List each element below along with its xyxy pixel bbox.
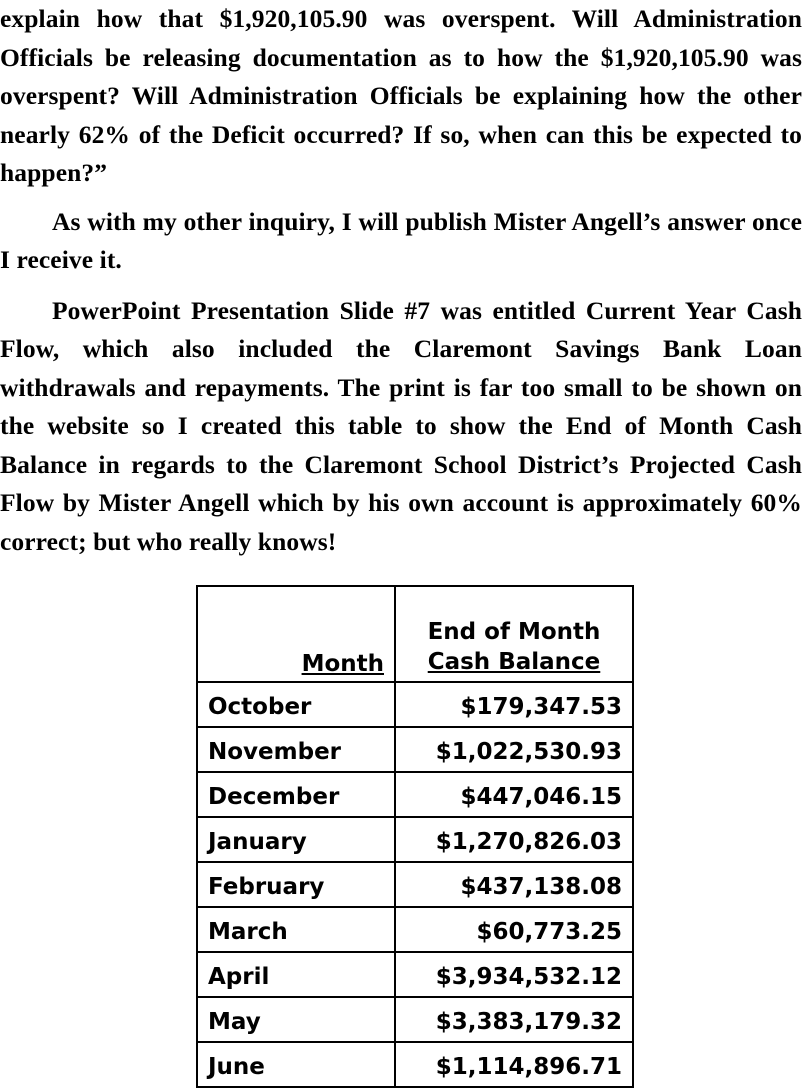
cell-balance: $3,934,532.12	[395, 952, 633, 997]
cell-balance: $447,046.15	[395, 772, 633, 817]
cell-balance: $60,773.25	[395, 907, 633, 952]
table-row	[197, 772, 633, 817]
cell-balance: $1,114,896.71	[395, 1042, 633, 1087]
cell-month: May	[197, 997, 395, 1042]
table-row	[197, 1042, 633, 1087]
paragraph-spacer	[0, 280, 802, 292]
cell-month: November	[197, 727, 395, 772]
cash-balance-table	[196, 585, 634, 1088]
cell-month: December	[197, 772, 395, 817]
cell-month: October	[197, 682, 395, 727]
column-header-month-label: Month	[301, 651, 384, 677]
cell-month: June	[197, 1042, 395, 1087]
cell-balance: $1,270,826.03	[395, 817, 633, 862]
column-header-cash-balance-line2: Cash Balance	[427, 649, 601, 675]
table-header-row	[197, 586, 633, 682]
paragraph-inquiry-publish: As with my other inquiry, I will publish Mister Angell’s answer once I receive it.	[0, 206, 802, 274]
column-header-cash-balance-line1: End of Month	[427, 619, 601, 645]
cell-balance: $179,347.53	[395, 682, 633, 727]
table-row	[197, 682, 633, 727]
cell-balance: $3,383,179.32	[395, 997, 633, 1042]
paragraph-spacer	[0, 193, 802, 203]
table-row	[197, 907, 633, 952]
cell-month: February	[197, 862, 395, 907]
column-header-month	[197, 586, 395, 682]
column-header-cash-balance	[395, 586, 633, 682]
cell-month: April	[197, 952, 395, 997]
table-row	[197, 952, 633, 997]
cell-balance: $437,138.08	[395, 862, 633, 907]
table-row	[197, 817, 633, 862]
cell-balance: $1,022,530.93	[395, 727, 633, 772]
cell-month: January	[197, 817, 395, 862]
table-row	[197, 862, 633, 907]
table-row	[197, 997, 633, 1042]
paragraph-continuation: explain how that $1,920,105.90 was overspent. Will Administration Officials be releasing documentation as to how the $1,920,105.90 was overspent? Will Administration Officials be explaining how the other nearly 62% of the Deficit occurred? If so, when can this be expected to happen?”	[0, 4, 802, 187]
table-row	[197, 727, 633, 772]
cash-balance-table-wrapper	[0, 585, 802, 1088]
paragraph-powerpoint-slide: PowerPoint Presentation Slide #7 was entitled Current Year Cash Flow, which also included the Claremont Savings Bank Loan withdrawals and repayments. The print is far too small to be shown on the website so I created this table to show the End of Month Cash Balance in regards to the Claremont School District’s Projected Cash Flow by Mister Angell which by his own account is approximately 60% correct; but who really knows!	[0, 295, 802, 556]
table-body	[197, 682, 633, 1087]
cell-month: March	[197, 907, 395, 952]
